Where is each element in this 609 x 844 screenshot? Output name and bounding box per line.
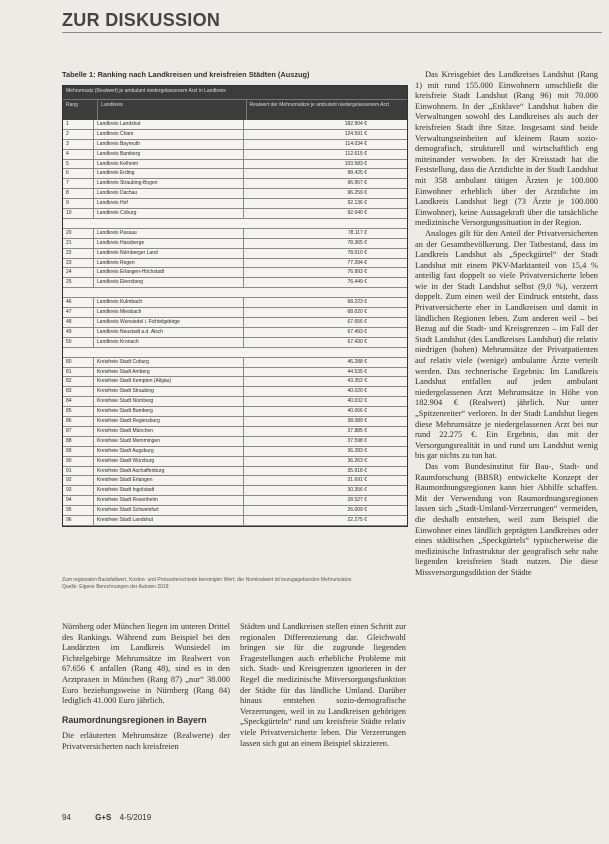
table-row (63, 328, 407, 338)
row-district: Landkreis Landshut (94, 120, 245, 129)
row-district: Landkreis Cham (94, 130, 245, 139)
page-footer (62, 813, 151, 822)
row-district: Landkreis Nürnberger Land (94, 249, 245, 258)
row-district: Kreisfreie Stadt Augsburg (94, 447, 245, 456)
row-rank: 22 (63, 249, 94, 258)
table-row (63, 506, 407, 516)
row-district: Landkreis Miesbach (94, 308, 245, 317)
table-header (63, 86, 407, 120)
table-row (63, 368, 407, 378)
row-rank: 7 (63, 179, 94, 188)
row-rank: 23 (63, 259, 94, 268)
table-row (63, 427, 407, 437)
table-row (63, 298, 407, 308)
table-row (63, 338, 407, 348)
row-value: 36.263 € (347, 457, 367, 464)
row-district: Landkreis Bamberg (94, 150, 245, 159)
paragraph: Städten und Landkreisen stellen einen Schritt zur regionalen Differenzierung dar. Gleichwohl bringen sie für die zugrunde liegenden Fragestellungen auch erhebliche Probleme mit sich. Stadt- und Kreisgrenzen ignorieren in der Regel die medizinische Mitversorgungsfunktion der Städte für das ländliche Umland. Darüber hinaus entstehen sozio-demografische Verzerrungen, weil in zu Landkreisen gehörigen „Speckgürteln“ rund um kreisfreie Städte relativ viele Privatversicherte leben. Die Verzerrungen lassen sich gut an einem Beispiel skizzieren. (240, 622, 406, 748)
row-district: Landkreis Dachau (94, 189, 245, 198)
table-row (63, 259, 407, 269)
source-text: Quelle: Eigene Berechnungen der Autoren 2018 (62, 584, 169, 590)
row-value: 96.259 € (347, 190, 367, 197)
row-district: Landkreis Hassberge (94, 239, 245, 248)
row-rank: 93 (63, 486, 94, 495)
row-value: 38.089 € (347, 418, 367, 425)
row-value: 112.615 € (345, 150, 367, 157)
row-district: Landkreis Regen (94, 259, 245, 268)
brand: G+S (95, 813, 112, 822)
row-rank: 91 (63, 467, 94, 476)
row-value: 92.136 € (347, 200, 367, 207)
row-rank: 87 (63, 427, 94, 436)
table-row (63, 189, 407, 199)
row-rank: 4 (63, 150, 94, 159)
row-value: 78.117 € (347, 229, 367, 236)
row-value: 37.598 € (347, 437, 367, 444)
row-rank: 83 (63, 387, 94, 396)
row-rank: 21 (63, 239, 94, 248)
row-value: 35.918 € (347, 467, 367, 474)
paragraph: Das Kreisgebiet des Landkreises Landshut (Rang 1) mit rund 155.000 Einwohnern umschließt die kreisfreie Stadt Landshut (Rang 96) mit 70.000 Einwohnern. In der „Enklave“ Landshut haben die Verwaltungen sowohl des Landkreises als auch der kreisfreien Stadt ihre Sitze. Insgesamt sind beide Verwaltungseinheiten auf kleinem Raum sozio-demografisch, strukturell und wirtschaftlich eng miteinander verwoben. In der Kreisstadt hat die Feststellung, dass die Arztdichte in der Stadt Landshut mit 358 ambulant tätigen Ärzten je 100.000 Einwohner erheblich über der Arztdichte im Landkreis Landshut liegt (73 Ärzte je 100.000 Einwohner), keine Aussagekraft über die tatsächliche medizinische Versorgungssituation in der Region. (415, 70, 598, 228)
table-row (63, 397, 407, 407)
row-district: Landkreis Erding (94, 169, 245, 178)
table-group-mid2 (63, 298, 407, 347)
left-bottom-column (62, 622, 230, 753)
row-district: Landkreis Neustadt a.d. Aisch (94, 328, 245, 337)
mid-bottom-column (240, 622, 406, 749)
right-column (415, 70, 598, 579)
table-row (63, 496, 407, 506)
paragraph: Die erläuterten Mehrumsätze (Realwerte) der Privatversicherten nach kreisfreien (62, 731, 230, 751)
row-district: Landkreis Passau (94, 229, 245, 238)
table-row (63, 476, 407, 486)
row-value: 78.365 € (347, 239, 367, 246)
row-value: 76.449 € (347, 279, 367, 286)
row-rank: 89 (63, 447, 94, 456)
table-group-top (63, 120, 407, 219)
table-title: Tabelle 1: Ranking nach Landkreisen und kreisfreien Städten (Auszug) (62, 70, 310, 79)
row-rank: 90 (63, 457, 94, 466)
row-rank: 95 (63, 506, 94, 515)
table-row (63, 130, 407, 140)
row-rank: 8 (63, 189, 94, 198)
ranking-table (62, 85, 408, 527)
table-gap (63, 219, 407, 229)
row-rank: 2 (63, 130, 94, 139)
row-rank: 84 (63, 397, 94, 406)
col-rank-header: Rang (63, 100, 98, 120)
table-row (63, 457, 407, 467)
row-rank: 24 (63, 268, 94, 277)
table-top-label: Mehrumsatz (Realwert) je ambulant niedergelassenem Arzt in Landkreis (63, 86, 407, 100)
row-value: 43.352 € (347, 378, 367, 385)
row-rank: 80 (63, 358, 94, 367)
row-district: Kreisfreie Stadt Erlangen (94, 476, 245, 485)
table-row (63, 377, 407, 387)
table-row (63, 150, 407, 160)
row-value: 98.425 € (347, 170, 367, 177)
row-value: 26.009 € (347, 507, 367, 514)
row-district: Kreisfreie Stadt Landshut (94, 516, 245, 525)
col-district-header: Landkreis (98, 100, 246, 120)
row-district: Landkreis Erlangen-Höchstadt (94, 268, 245, 277)
subheading: Raumordnungsregionen in Bayern (62, 714, 207, 725)
paragraph: Das vom Bundesinstitut für Bau-, Stadt- und Raumforschung (BBSR) entwickelte Konzept der Raumordnungsregionen kann hier Abhilfe schaffen. Mit der Verwendung von Raumordnungsregionen lassen sich „Stadt-Umland-Verzerrungen“ vermeiden, die deshalb entstehen, weil zum Beispiel die Einwohner eines ländlich geprägten Landkreises oder eines städtischen „Speckgürtels“ typischerweise die medizinische Infrastruktur der geografisch sehr nahe liegenden kreisfreien Stadt nutzen. Die diese Missversorgungsdiktion der Städte (415, 461, 598, 577)
row-value: 40.066 € (347, 408, 367, 415)
row-rank: 46 (63, 298, 94, 307)
row-rank: 86 (63, 417, 94, 426)
table-row (63, 239, 407, 249)
table-row (63, 140, 407, 150)
row-district: Kreisfreie Stadt Coburg (94, 358, 245, 367)
row-district: Kreisfreie Stadt Ingolstadt (94, 486, 245, 495)
row-rank: 85 (63, 407, 94, 416)
row-rank: 92 (63, 476, 94, 485)
row-rank: 1 (63, 120, 94, 129)
row-district: Landkreis Kulmbach (94, 298, 245, 307)
table-row (63, 437, 407, 447)
row-value: 114.034 € (345, 140, 367, 147)
row-value: 40.032 € (347, 398, 367, 405)
row-district: Kreisfreie Stadt Rosenheim (94, 496, 245, 505)
table-row (63, 169, 407, 179)
row-district: Landkreis Kronach (94, 338, 245, 347)
row-value: 67.656 € (347, 319, 367, 326)
paragraph: Analoges gilt für den Anteil der Privatversicherten an der Gesamtbevölkerung. Der Tatbestand, dass im Landkreis Landshut als „Speckgürtel“ der Stadt Landshut mit einem PKV-Marktanteil von 15,4 % anteilig fast doppelt so viele Privatversicherte leben wie in der Stadt Landshut selbst (9,0 %), verzerrt doppelt. Zum einen weil der Eindruck entsteht, dass Privatversicherte eher in Landkreisen und damit in ländlichen Regionen leben. Zum anderen weil – bei Bezug auf die Stadt- und Kreisgrenzen – im Fall der Stadt Landshut (des Landkreises Landshut) die relativ niedrigen (hohen) Mehrumsätze der Privatpatienten auf relativ viele (wenige) ambulante Ärzte verteilt werden. Das rechnerische Ergebnis: Im Landkreis Landshut entfallen auf jeden ambulant niedergelassenen Arzt Mehrumsätze in Höhe von 182.904 € (Realwert) jährlich. Nur unter „Spitzenreiter“ verloren. In der Stadt Landshut liegen diese Mehrumsätze je niedergelassenen Arzt bei nur rund 22.275 €. Ein Ergebnis, das mit der Versorgungsrealität in und rund um Landshut wenig bis gar nichts zu tun hat. (415, 228, 598, 461)
row-rank: 3 (63, 140, 94, 149)
row-rank: 48 (63, 318, 94, 327)
row-value: 67.493 € (347, 328, 367, 335)
table-gap (63, 288, 407, 298)
row-rank: 9 (63, 199, 94, 208)
row-district: Kreisfreie Stadt Aschaffenburg (94, 467, 245, 476)
row-rank: 5 (63, 160, 94, 169)
row-rank: 82 (63, 377, 94, 386)
table-row (63, 387, 407, 397)
row-value: 124.591 € (344, 130, 367, 137)
table-row (63, 199, 407, 209)
row-district: Kreisfreie Stadt München (94, 427, 245, 436)
row-rank: 10 (63, 209, 94, 218)
row-value: 68.223 € (347, 299, 367, 306)
page-number: 94 (62, 813, 71, 822)
table-row (63, 209, 407, 219)
table-row (63, 229, 407, 239)
row-district: Kreisfreie Stadt Regensburg (94, 417, 245, 426)
table-group-bottom (63, 358, 407, 526)
table-row (63, 179, 407, 189)
table-row (63, 516, 407, 526)
row-district: Landkreis Ebersberg (94, 278, 245, 287)
header-rule (62, 32, 602, 33)
table-row (63, 417, 407, 427)
row-rank: 20 (63, 229, 94, 238)
row-value: 76.993 € (347, 269, 367, 276)
row-district: Landkreis Wunsiedel i. Fichtelgebirge (94, 318, 245, 327)
table-gap (63, 348, 407, 358)
row-value: 40.020 € (347, 388, 367, 395)
table-row (63, 318, 407, 328)
row-value: 31.691 € (347, 477, 367, 484)
row-value: 96.957 € (347, 180, 367, 187)
table-group-mid1 (63, 229, 407, 288)
row-district: Kreisfreie Stadt Amberg (94, 368, 245, 377)
row-rank: 6 (63, 169, 94, 178)
row-district: Kreisfreie Stadt Straubing (94, 387, 245, 396)
row-value: 46.288 € (347, 358, 367, 365)
table-row (63, 308, 407, 318)
row-rank: 88 (63, 437, 94, 446)
row-district: Landkreis Kelheim (94, 160, 245, 169)
row-rank: 81 (63, 368, 94, 377)
table-row (63, 467, 407, 477)
row-value: 30.356 € (347, 487, 367, 494)
table-row (63, 249, 407, 259)
table-row (63, 278, 407, 288)
row-district: Landkreis Bayreuth (94, 140, 245, 149)
issue: 4-5/2019 (119, 813, 152, 822)
paragraph: Nürnberg oder München liegen im unteren Drittel des Rankings. Während zum Beispiel bei den Landärzten im Landkreis Wunsiedel im Fichtelgebirge Mehrumsätze im Realwert von 67.656 € anfallen (Rang 48), sind es in den Arztpraxen in München (Rang 87) „nur“ 38.000 Euro beziehungsweise in Nürnberg (Rang 84) lediglich 41.000 Euro jährlich. (62, 622, 230, 706)
row-value: 103.583 € (344, 160, 367, 167)
table-row (63, 447, 407, 457)
table-row (63, 407, 407, 417)
row-value: 67.430 € (347, 338, 367, 345)
row-rank: 49 (63, 328, 94, 337)
row-district: Kreisfreie Stadt Würzburg (94, 457, 245, 466)
row-rank: 94 (63, 496, 94, 505)
row-value: 92.040 € (347, 210, 367, 217)
row-value: 182.904 € (344, 121, 367, 127)
row-district: Kreisfreie Stadt Kempten (Allgäu) (94, 377, 245, 386)
row-value: 77.394 € (347, 259, 367, 266)
table-row (63, 358, 407, 368)
table-row (63, 160, 407, 170)
row-value: 28.527 € (347, 497, 367, 504)
footnote-text: Zum regionalen Basisfallwert, Kosten- und Preisunterschiede bereinigter Wert; der Nominalwert ist bezugsgebunden Mehrumsätze. (62, 577, 353, 583)
table-footnote (62, 577, 406, 591)
row-value: 36.283 € (347, 447, 367, 454)
row-district: Kreisfreie Stadt Nürnberg (94, 397, 245, 406)
row-value: 44.535 € (347, 368, 367, 375)
row-value: 37.885 € (347, 427, 367, 434)
row-rank: 96 (63, 516, 94, 525)
row-rank: 25 (63, 278, 94, 287)
row-value: 68.020 € (347, 309, 367, 316)
row-rank: 50 (63, 338, 94, 347)
row-district: Landkreis Hof (94, 199, 245, 208)
row-value: 22.275 € (347, 516, 367, 523)
section-header: ZUR DISKUSSION (62, 10, 221, 30)
row-district: Landkreis Straubing-Bogen (94, 179, 245, 188)
row-value: 78.010 € (347, 249, 367, 256)
row-rank: 47 (63, 308, 94, 317)
table-row (63, 486, 407, 496)
row-district: Landkreis Coburg (94, 209, 245, 218)
row-district: Kreisfreie Stadt Memmingen (94, 437, 245, 446)
col-value-header: Realwert der Mehrumsätze je ambulant niedergelassenem Arzt (249, 102, 390, 108)
table-row (63, 120, 407, 130)
row-district: Kreisfreie Stadt Bamberg (94, 407, 245, 416)
table-row (63, 268, 407, 278)
row-district: Kreisfreie Stadt Schweinfurt (94, 506, 245, 515)
